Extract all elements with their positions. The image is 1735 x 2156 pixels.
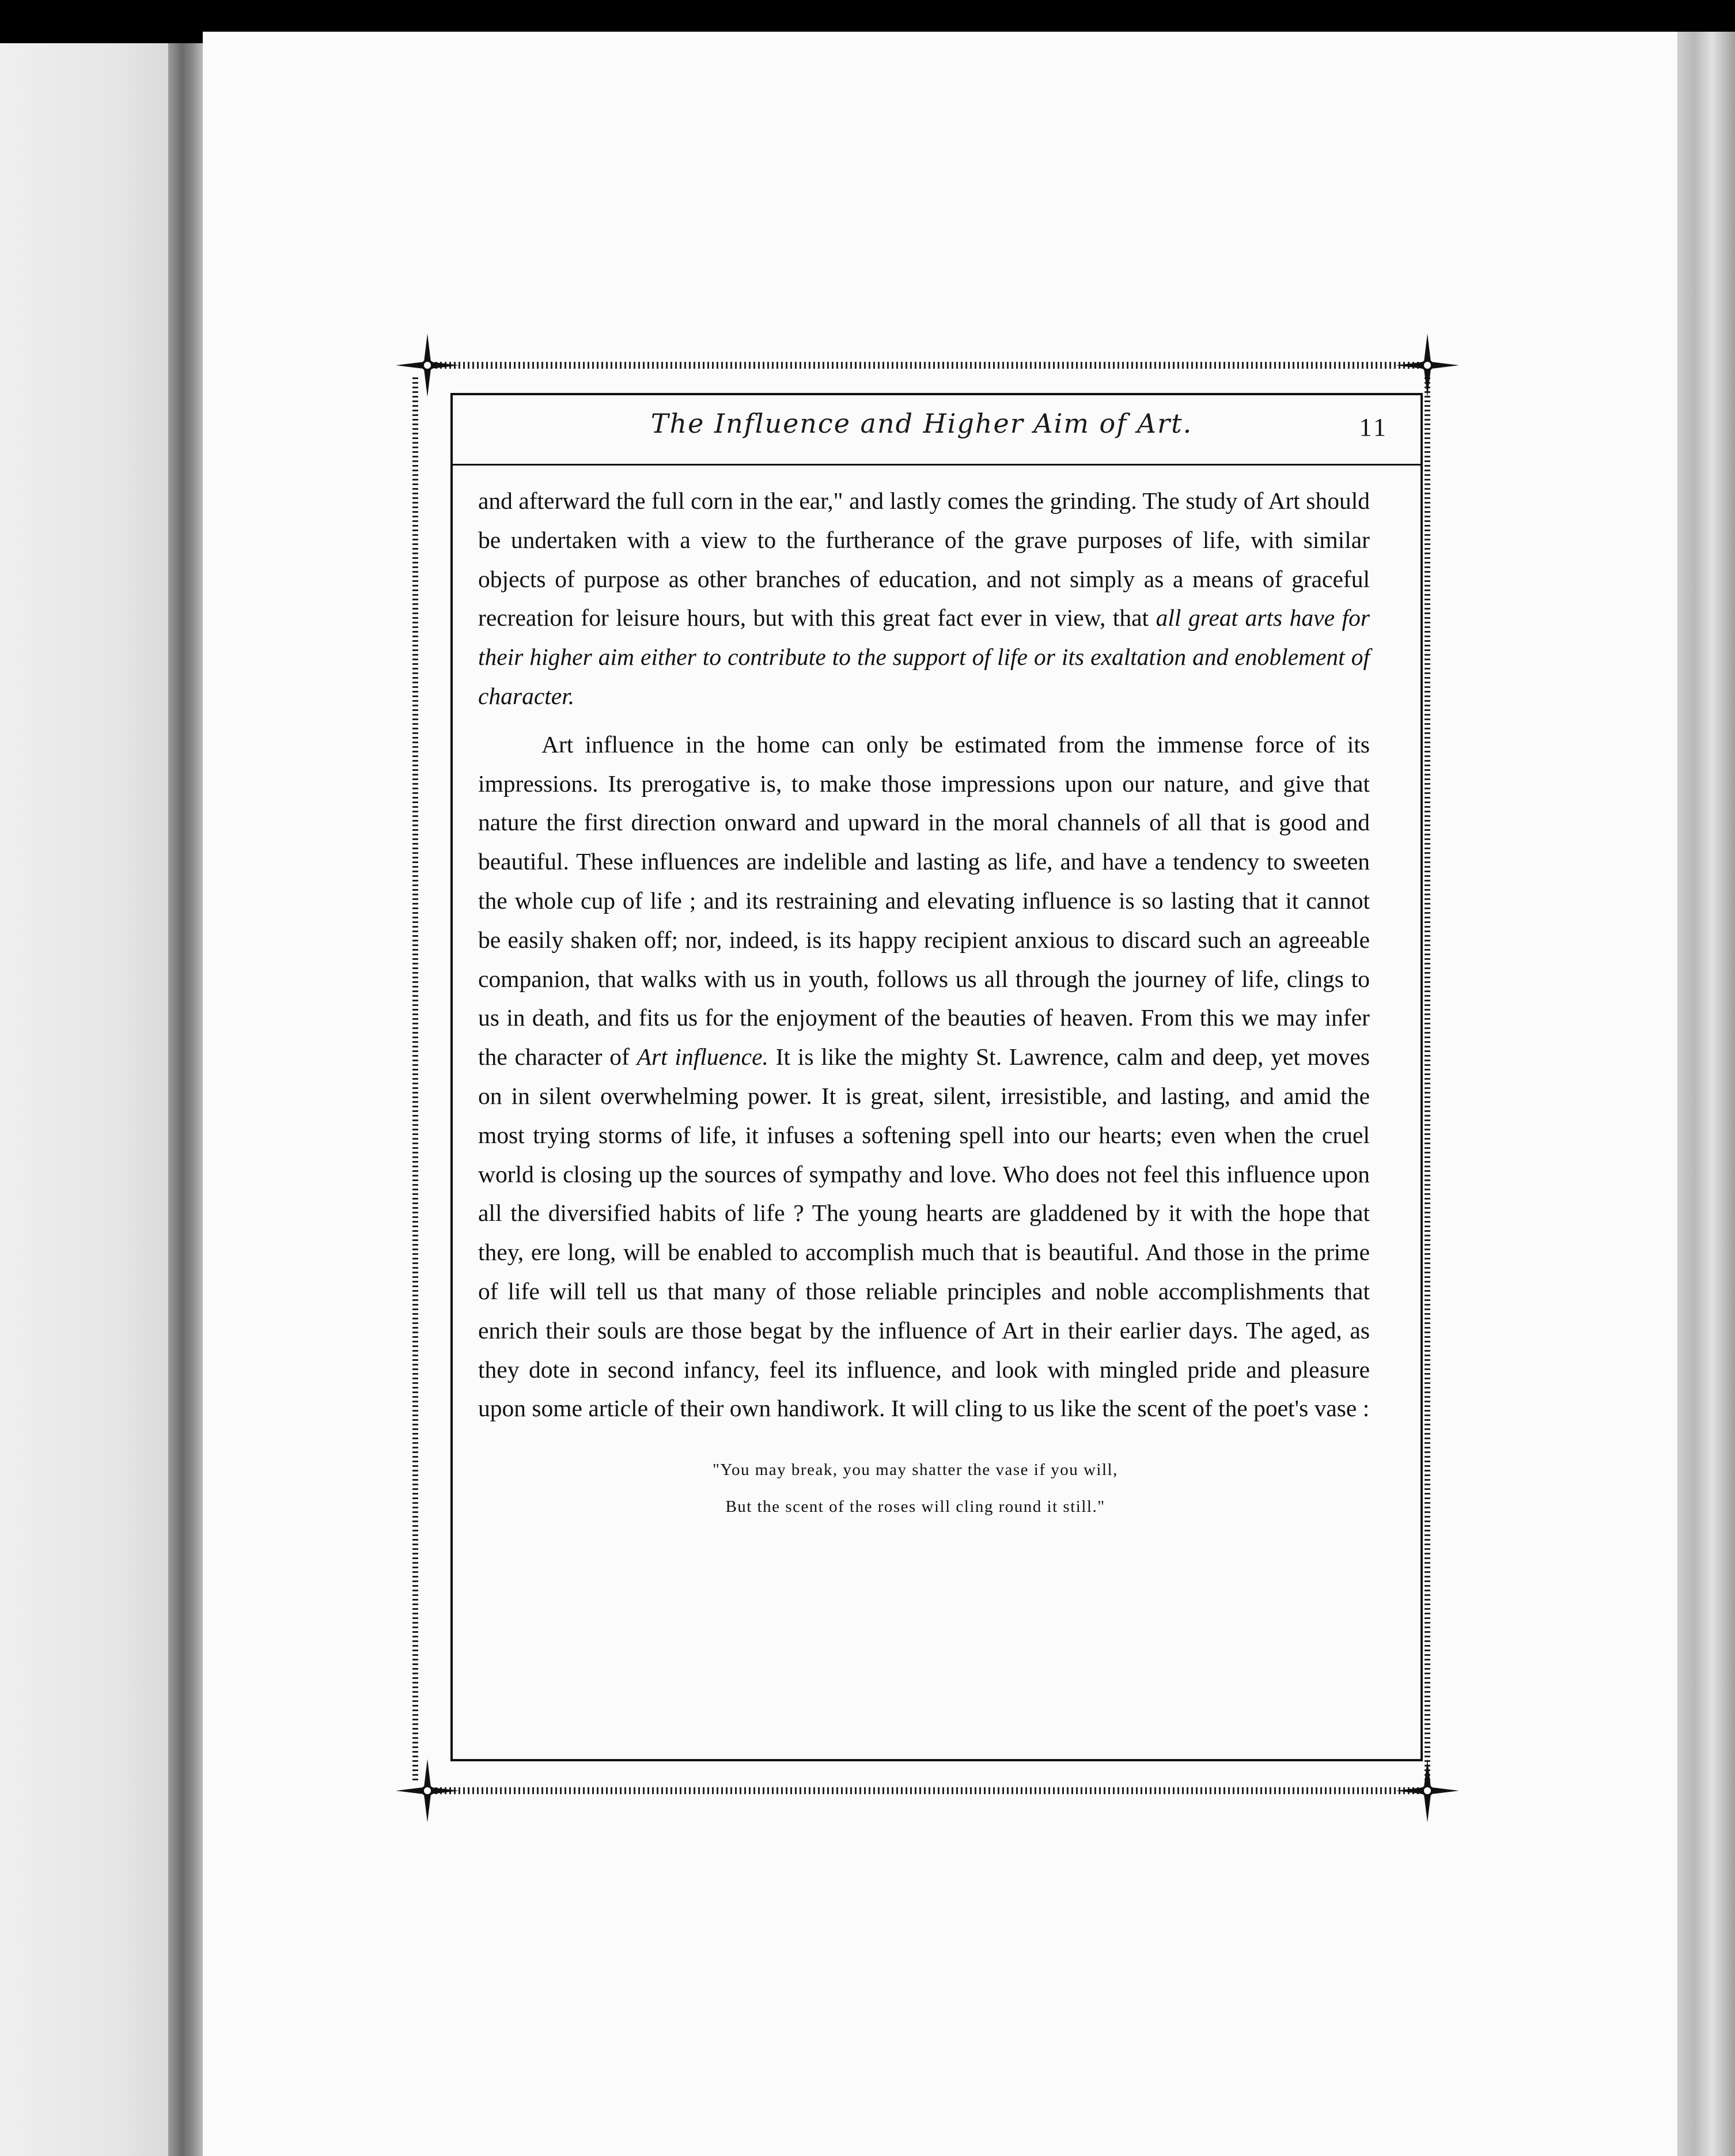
border-top-ornament (426, 362, 1429, 369)
header-rule (450, 464, 1423, 466)
paragraph (478, 725, 1370, 1428)
page-number: 11 (1359, 413, 1388, 441)
verse-line: But the scent of the roses will cling round it still." (725, 1497, 1105, 1516)
facing-page-edge (0, 43, 168, 2156)
paragraph-text: It is like the mighty St. Lawrence, calm and deep, yet moves on in silent overwhelming power. It is great, silent, irresistible, and lasting, and amid the most trying storms of life, it infuses a softening spell into our hearts; even when the cruel world is closing up the sources of sympathy and love. Who does not feel this influence upon all the diversified habits of life ? The young hearts are gladdened by it with the hope that they, ere long, will be enabled to accomplish much that is beautiful. And those in the prime of life will tell us that many of those reliable principles and noble accomplishments that enrich their souls are those begat by the influence of Art in their earlier days. The aged, as they dote in second infancy, feel its influence, and look with mingled pride and pleasure upon some article of their own handiwork. It will cling to us like the scent of the poet's vase : (478, 1043, 1370, 1422)
corner-ornament-icon (1393, 1756, 1462, 1825)
paragraph-text: and afterward the full corn in the ear," and lastly comes the grinding. The study of Art should be undertaken with a view to the furtherance of the grave purposes of life, with similar objects of purpose as other branches of education, and not simply as a means of graceful recreation for leisure hours, but with this great fact ever in view, that (478, 487, 1370, 631)
border-right-ornament (1425, 375, 1430, 1780)
border-bottom-ornament (426, 1787, 1429, 1794)
body-text (478, 482, 1370, 1525)
page-fore-edge (1677, 32, 1735, 2156)
running-head: The Influence and Higher Aim of Art. (650, 408, 1193, 439)
emphasis-text: Art influence. (637, 1043, 768, 1071)
corner-ornament-icon (393, 1756, 462, 1825)
verse-quotation (478, 1451, 1370, 1525)
corner-ornament-icon (1393, 331, 1462, 400)
verse-line: "You may break, you may shatter the vase if you will, (713, 1461, 1118, 1480)
paragraph (478, 482, 1370, 716)
border-left-ornament (412, 375, 418, 1780)
paragraph-text: Art influence in the home can only be estimated from the immense force of its impressions. Its prerogative is, to make those impressions upon our nature, and give that nature the first direction onward and upward in the moral channels of all that is good and beautiful. These influences are indelible and lasting as life, and have a tendency to sweeten the whole cup of life ; and its restraining and elevating influence is so lasting that it cannot be easily shaken off; nor, indeed, is its happy recipient anxious to discard such an agreeable companion, that walks with us in youth, follows us all through the journey of life, clings to us in death, and fits us for the enjoyment of the beauties of heaven. From this we may infer the character of (478, 731, 1370, 1071)
book-gutter (168, 43, 203, 2156)
corner-ornament-icon (393, 331, 462, 400)
emphasis-text: all great arts have for their higher aim either to contribute to the support of life or its exaltation and enoblement of character. (478, 604, 1370, 709)
